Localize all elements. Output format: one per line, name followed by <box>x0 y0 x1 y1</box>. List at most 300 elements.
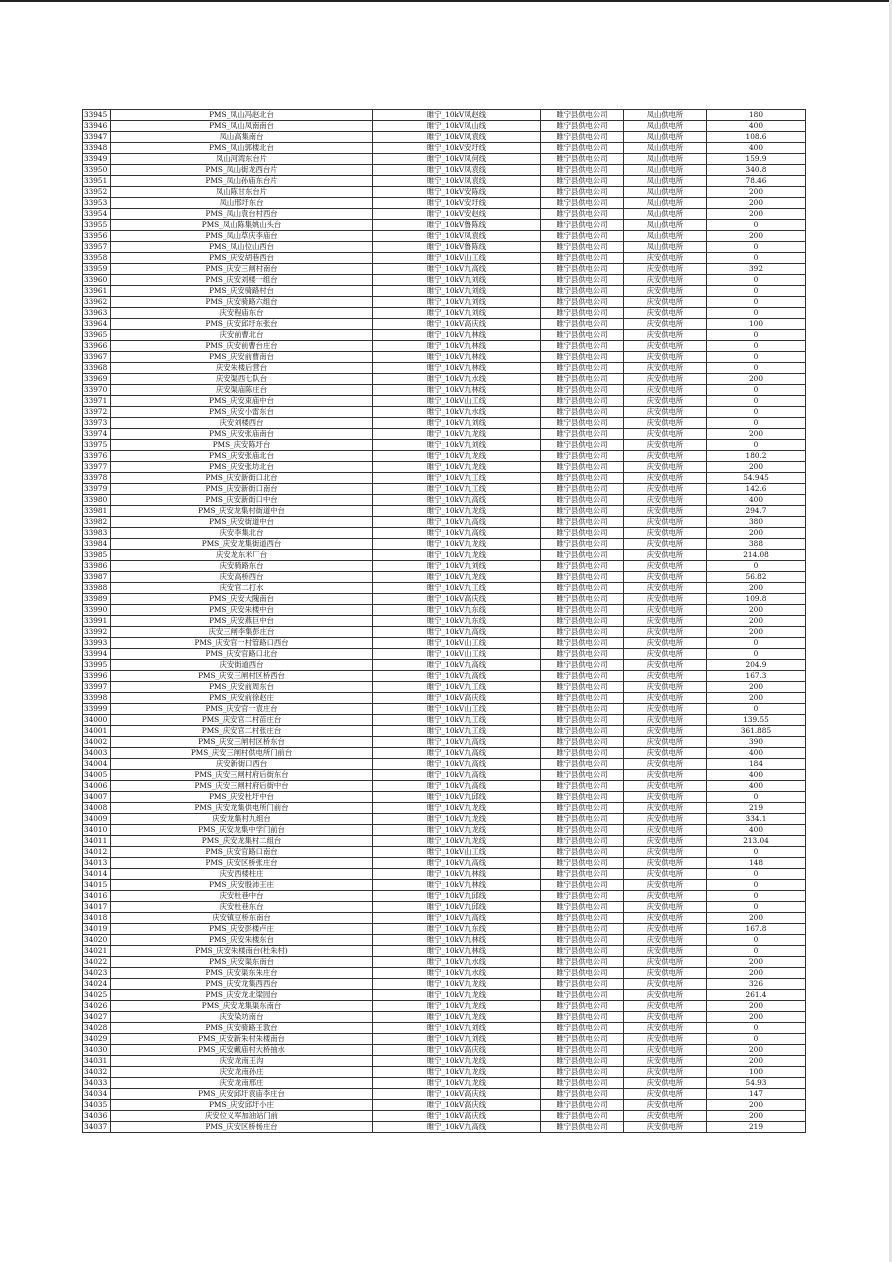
capacity-value-cell: 54.945 <box>707 473 806 484</box>
company-name-cell: 睢宁县供电公司 <box>541 440 624 451</box>
row-id-cell: 33974 <box>83 429 111 440</box>
station-name-cell: 庆安供电所 <box>624 847 707 858</box>
transformer-name-cell: PMS_庆安三闸村府后街中台 <box>111 781 373 792</box>
row-id-cell: 33981 <box>83 506 111 517</box>
table-row <box>83 352 806 363</box>
station-name-cell: 庆安供电所 <box>624 759 707 770</box>
capacity-value-cell: 400 <box>707 770 806 781</box>
capacity-value-cell: 200 <box>707 616 806 627</box>
row-id-cell: 33984 <box>83 539 111 550</box>
feeder-line-cell: 睢宁_10kV九龙线 <box>373 1067 541 1078</box>
table-row <box>83 1089 806 1100</box>
table-row <box>83 341 806 352</box>
company-name-cell: 睢宁县供电公司 <box>541 176 624 187</box>
transformer-name-cell: PMS_凤山草庆李庙台 <box>111 231 373 242</box>
feeder-line-cell: 睢宁_10kV九高线 <box>373 858 541 869</box>
capacity-value-cell: 200 <box>707 1100 806 1111</box>
table-row <box>83 902 806 913</box>
company-name-cell: 睢宁县供电公司 <box>541 968 624 979</box>
feeder-line-cell: 睢宁_10kV九龙线 <box>373 462 541 473</box>
row-id-cell: 33946 <box>83 121 111 132</box>
transformer-name-cell: 庆安龙南邢庄 <box>111 1078 373 1089</box>
table-row <box>83 1034 806 1045</box>
table-row <box>83 704 806 715</box>
feeder-line-cell: 睢宁_10kV九龙线 <box>373 979 541 990</box>
table-row <box>83 803 806 814</box>
station-name-cell: 庆安供电所 <box>624 968 707 979</box>
transformer-name-cell: 庆安前曹北台 <box>111 330 373 341</box>
feeder-line-cell: 睢宁_10kV九水线 <box>373 407 541 418</box>
station-name-cell: 庆安供电所 <box>624 605 707 616</box>
station-name-cell: 庆安供电所 <box>624 726 707 737</box>
capacity-value-cell: 180 <box>707 110 806 121</box>
company-name-cell: 睢宁县供电公司 <box>541 1078 624 1089</box>
station-name-cell: 庆安供电所 <box>624 660 707 671</box>
station-name-cell: 庆安供电所 <box>624 462 707 473</box>
company-name-cell: 睢宁县供电公司 <box>541 836 624 847</box>
capacity-value-cell: 0 <box>707 330 806 341</box>
capacity-value-cell: 0 <box>707 638 806 649</box>
row-id-cell: 33955 <box>83 220 111 231</box>
capacity-value-cell: 0 <box>707 286 806 297</box>
row-id-cell: 33976 <box>83 451 111 462</box>
station-name-cell: 庆安供电所 <box>624 286 707 297</box>
table-row <box>83 198 806 209</box>
station-name-cell: 庆安供电所 <box>624 1067 707 1078</box>
station-name-cell: 凤山供电所 <box>624 187 707 198</box>
row-id-cell: 33975 <box>83 440 111 451</box>
row-id-cell: 33949 <box>83 154 111 165</box>
company-name-cell: 睢宁县供电公司 <box>541 1034 624 1045</box>
transformer-name-cell: PMS_庆安骑路六组台 <box>111 297 373 308</box>
feeder-line-cell: 睢宁_10kV九龙线 <box>373 803 541 814</box>
capacity-value-cell: 200 <box>707 682 806 693</box>
row-id-cell: 34023 <box>83 968 111 979</box>
transformer-name-cell: PMS_庆安邱圩小庄 <box>111 1100 373 1111</box>
station-name-cell: 庆安供电所 <box>624 825 707 836</box>
company-name-cell: 睢宁县供电公司 <box>541 616 624 627</box>
transformer-name-cell: 庆安龙南王沟 <box>111 1056 373 1067</box>
row-id-cell: 34006 <box>83 781 111 792</box>
transformer-name-cell: PMS_凤山袁台村西台 <box>111 209 373 220</box>
company-name-cell: 睢宁县供电公司 <box>541 385 624 396</box>
company-name-cell: 睢宁县供电公司 <box>541 638 624 649</box>
transformer-name-cell: PMS_庆安新街口北台 <box>111 473 373 484</box>
transformer-name-cell: PMS_庆安龙北梁园台 <box>111 990 373 1001</box>
company-name-cell: 睢宁县供电公司 <box>541 979 624 990</box>
table-row <box>83 1100 806 1111</box>
station-name-cell: 庆安供电所 <box>624 979 707 990</box>
feeder-line-cell: 睢宁_10kV九龙线 <box>373 836 541 847</box>
row-id-cell: 34009 <box>83 814 111 825</box>
capacity-value-cell: 326 <box>707 979 806 990</box>
company-name-cell: 睢宁县供电公司 <box>541 715 624 726</box>
feeder-line-cell: 睢宁_10kV九龙线 <box>373 429 541 440</box>
station-name-cell: 庆安供电所 <box>624 693 707 704</box>
company-name-cell: 睢宁县供电公司 <box>541 847 624 858</box>
station-name-cell: 庆安供电所 <box>624 517 707 528</box>
capacity-value-cell: 0 <box>707 847 806 858</box>
row-id-cell: 34002 <box>83 737 111 748</box>
company-name-cell: 睢宁县供电公司 <box>541 990 624 1001</box>
transformer-name-cell: 庆安杜巷中台 <box>111 891 373 902</box>
table-row <box>83 484 806 495</box>
company-name-cell: 睢宁县供电公司 <box>541 275 624 286</box>
company-name-cell: 睢宁县供电公司 <box>541 814 624 825</box>
row-id-cell: 33988 <box>83 583 111 594</box>
transformer-name-cell: PMS_庆安前周东台 <box>111 682 373 693</box>
capacity-value-cell: 0 <box>707 352 806 363</box>
company-name-cell: 睢宁县供电公司 <box>541 1023 624 1034</box>
row-id-cell: 33948 <box>83 143 111 154</box>
capacity-value-cell: 380 <box>707 517 806 528</box>
transformer-name-cell: PMS_庆安张庙南台 <box>111 429 373 440</box>
capacity-value-cell: 0 <box>707 363 806 374</box>
table-row <box>83 121 806 132</box>
table-row <box>83 836 806 847</box>
table-row <box>83 693 806 704</box>
station-name-cell: 庆安供电所 <box>624 814 707 825</box>
row-id-cell: 33987 <box>83 572 111 583</box>
row-id-cell: 33957 <box>83 242 111 253</box>
capacity-value-cell: 200 <box>707 429 806 440</box>
row-id-cell: 33964 <box>83 319 111 330</box>
feeder-line-cell: 睢宁_10kV九高线 <box>373 627 541 638</box>
capacity-value-cell: 142.6 <box>707 484 806 495</box>
station-name-cell: 庆安供电所 <box>624 638 707 649</box>
table-row <box>83 583 806 594</box>
station-name-cell: 庆安供电所 <box>624 715 707 726</box>
table-row <box>83 792 806 803</box>
feeder-line-cell: 睢宁_10kV九东线 <box>373 616 541 627</box>
company-name-cell: 睢宁县供电公司 <box>541 748 624 759</box>
station-name-cell: 庆安供电所 <box>624 341 707 352</box>
row-id-cell: 33995 <box>83 660 111 671</box>
table-row <box>83 231 806 242</box>
row-id-cell: 34011 <box>83 836 111 847</box>
station-name-cell: 庆安供电所 <box>624 924 707 935</box>
station-name-cell: 庆安供电所 <box>624 429 707 440</box>
company-name-cell: 睢宁县供电公司 <box>541 649 624 660</box>
station-name-cell: 庆安供电所 <box>624 946 707 957</box>
company-name-cell: 睢宁县供电公司 <box>541 704 624 715</box>
table-row <box>83 1023 806 1034</box>
table-row <box>83 517 806 528</box>
table-row <box>83 1012 806 1023</box>
company-name-cell: 睢宁县供电公司 <box>541 528 624 539</box>
feeder-line-cell: 睢宁_10kV九林线 <box>373 385 541 396</box>
transformer-name-cell: PMS_庆安陈圩台 <box>111 440 373 451</box>
capacity-value-cell: 180.2 <box>707 451 806 462</box>
company-name-cell: 睢宁县供电公司 <box>541 693 624 704</box>
table-row <box>83 561 806 572</box>
company-name-cell: 睢宁县供电公司 <box>541 660 624 671</box>
capacity-value-cell: 200 <box>707 1045 806 1056</box>
station-name-cell: 庆安供电所 <box>624 297 707 308</box>
capacity-value-cell: 340.8 <box>707 165 806 176</box>
capacity-value-cell: 56.82 <box>707 572 806 583</box>
company-name-cell: 睢宁县供电公司 <box>541 462 624 473</box>
station-name-cell: 凤山供电所 <box>624 132 707 143</box>
table-row <box>83 737 806 748</box>
row-id-cell: 33980 <box>83 495 111 506</box>
data-table <box>82 109 806 1133</box>
station-name-cell: 庆安供电所 <box>624 858 707 869</box>
transformer-name-cell: PMS_庆安朱楼南台(杜朱村) <box>111 946 373 957</box>
feeder-line-cell: 睢宁_10kV鲁陈线 <box>373 242 541 253</box>
capacity-value-cell: 0 <box>707 561 806 572</box>
feeder-line-cell: 睢宁_10kV凤袁线 <box>373 132 541 143</box>
row-id-cell: 33951 <box>83 176 111 187</box>
capacity-value-cell: 214.08 <box>707 550 806 561</box>
transformer-name-cell: PMS_庆安官二村张庄台 <box>111 726 373 737</box>
feeder-line-cell: 睢宁_10kV九林线 <box>373 363 541 374</box>
feeder-line-cell: 睢宁_10kV九刘线 <box>373 1023 541 1034</box>
station-name-cell: 庆安供电所 <box>624 1012 707 1023</box>
transformer-name-cell: 庆安程庙东台 <box>111 308 373 319</box>
feeder-line-cell: 睢宁_10kV九龙线 <box>373 814 541 825</box>
table-body <box>83 110 806 1133</box>
station-name-cell: 庆安供电所 <box>624 275 707 286</box>
row-id-cell: 33998 <box>83 693 111 704</box>
company-name-cell: 睢宁县供电公司 <box>541 319 624 330</box>
transformer-name-cell: PMS_凤山陈集姚山头台 <box>111 220 373 231</box>
station-name-cell: 庆安供电所 <box>624 319 707 330</box>
transformer-name-cell: PMS_庆安束庙中台 <box>111 396 373 407</box>
company-name-cell: 睢宁县供电公司 <box>541 495 624 506</box>
row-id-cell: 34017 <box>83 902 111 913</box>
feeder-line-cell: 睢宁_10kV九林线 <box>373 330 541 341</box>
station-name-cell: 庆安供电所 <box>624 506 707 517</box>
table-row <box>83 759 806 770</box>
station-name-cell: 庆安供电所 <box>624 935 707 946</box>
capacity-value-cell: 0 <box>707 242 806 253</box>
transformer-name-cell: PMS_庆安官二村苗庄台 <box>111 715 373 726</box>
station-name-cell: 庆安供电所 <box>624 1045 707 1056</box>
company-name-cell: 睢宁县供电公司 <box>541 341 624 352</box>
row-id-cell: 34005 <box>83 770 111 781</box>
table-row <box>83 132 806 143</box>
table-row <box>83 429 806 440</box>
table-row <box>83 616 806 627</box>
transformer-name-cell: PMS_庆安渠东南台 <box>111 957 373 968</box>
feeder-line-cell: 睢宁_10kV安赵线 <box>373 209 541 220</box>
station-name-cell: 庆安供电所 <box>624 902 707 913</box>
table-row <box>83 385 806 396</box>
table-row <box>83 869 806 880</box>
capacity-value-cell: 200 <box>707 1001 806 1012</box>
table-row <box>83 649 806 660</box>
feeder-line-cell: 睢宁_10kV九高线 <box>373 517 541 528</box>
station-name-cell: 庆安供电所 <box>624 880 707 891</box>
row-id-cell: 33972 <box>83 407 111 418</box>
row-id-cell: 33994 <box>83 649 111 660</box>
capacity-value-cell: 139.55 <box>707 715 806 726</box>
company-name-cell: 睢宁县供电公司 <box>541 297 624 308</box>
station-name-cell: 庆安供电所 <box>624 440 707 451</box>
row-id-cell: 33962 <box>83 297 111 308</box>
feeder-line-cell: 睢宁_10kV凤何线 <box>373 154 541 165</box>
table-row <box>83 825 806 836</box>
company-name-cell: 睢宁县供电公司 <box>541 858 624 869</box>
table-row <box>83 528 806 539</box>
station-name-cell: 凤山供电所 <box>624 198 707 209</box>
row-id-cell: 33961 <box>83 286 111 297</box>
company-name-cell: 睢宁县供电公司 <box>541 1056 624 1067</box>
station-name-cell: 庆安供电所 <box>624 583 707 594</box>
capacity-value-cell: 204.9 <box>707 660 806 671</box>
transformer-name-cell: 凤山陈甘东台片 <box>111 187 373 198</box>
transformer-name-cell: PMS_庆安三闸村区桥东台 <box>111 737 373 748</box>
row-id-cell: 34013 <box>83 858 111 869</box>
row-id-cell: 34024 <box>83 979 111 990</box>
transformer-name-cell: 凤山河湾东台片 <box>111 154 373 165</box>
feeder-line-cell: 睢宁_10kV鲁陈线 <box>373 220 541 231</box>
transformer-name-cell: 凤山高集南台 <box>111 132 373 143</box>
capacity-value-cell: 400 <box>707 781 806 792</box>
row-id-cell: 34015 <box>83 880 111 891</box>
station-name-cell: 庆安供电所 <box>624 407 707 418</box>
table-row <box>83 506 806 517</box>
row-id-cell: 34030 <box>83 1045 111 1056</box>
transformer-name-cell: PMS_庆安官一袁庄台 <box>111 704 373 715</box>
station-name-cell: 庆安供电所 <box>624 737 707 748</box>
table-row <box>83 935 806 946</box>
station-name-cell: 凤山供电所 <box>624 209 707 220</box>
row-id-cell: 33965 <box>83 330 111 341</box>
table-row <box>83 594 806 605</box>
transformer-name-cell: 庆安三闸李集彭庄台 <box>111 627 373 638</box>
feeder-line-cell: 睢宁_10kV九林线 <box>373 935 541 946</box>
transformer-name-cell: 庆安位义军加油站门前 <box>111 1111 373 1122</box>
capacity-value-cell: 400 <box>707 121 806 132</box>
company-name-cell: 睢宁县供电公司 <box>541 154 624 165</box>
company-name-cell: 睢宁县供电公司 <box>541 682 624 693</box>
transformer-name-cell: PMS_庆安龙集村街道中台 <box>111 506 373 517</box>
transformer-name-cell: PMS_庆安官路口南台 <box>111 847 373 858</box>
row-id-cell: 34018 <box>83 913 111 924</box>
row-id-cell: 34003 <box>83 748 111 759</box>
station-name-cell: 庆安供电所 <box>624 561 707 572</box>
capacity-value-cell: 0 <box>707 946 806 957</box>
capacity-value-cell: 148 <box>707 858 806 869</box>
transformer-name-cell: PMS_庆安大隗南台 <box>111 594 373 605</box>
transformer-name-cell: 庆安龙南孙庄 <box>111 1067 373 1078</box>
company-name-cell: 睢宁县供电公司 <box>541 935 624 946</box>
transformer-name-cell: PMS_庆安官一村管路口西台 <box>111 638 373 649</box>
company-name-cell: 睢宁县供电公司 <box>541 913 624 924</box>
transformer-name-cell: 庆安刘楼西台 <box>111 418 373 429</box>
feeder-line-cell: 睢宁_10kV九刘线 <box>373 561 541 572</box>
station-name-cell: 庆安供电所 <box>624 330 707 341</box>
feeder-line-cell: 睢宁_10kV高庆线 <box>373 594 541 605</box>
row-id-cell: 34029 <box>83 1034 111 1045</box>
row-id-cell: 34025 <box>83 990 111 1001</box>
station-name-cell: 庆安供电所 <box>624 748 707 759</box>
company-name-cell: 睢宁县供电公司 <box>541 869 624 880</box>
station-name-cell: 庆安供电所 <box>624 957 707 968</box>
table-row <box>83 550 806 561</box>
transformer-name-cell: PMS_庆安朱楼东台 <box>111 935 373 946</box>
station-name-cell: 庆安供电所 <box>624 594 707 605</box>
capacity-value-cell: 200 <box>707 374 806 385</box>
feeder-line-cell: 睢宁_10kV九龙线 <box>373 1012 541 1023</box>
feeder-line-cell: 睢宁_10kV九高线 <box>373 781 541 792</box>
station-name-cell: 庆安供电所 <box>624 649 707 660</box>
table-row <box>83 253 806 264</box>
station-name-cell: 庆安供电所 <box>624 484 707 495</box>
transformer-name-cell: 庆安新街口西台 <box>111 759 373 770</box>
feeder-line-cell: 睢宁_10kV高庆线 <box>373 1111 541 1122</box>
capacity-value-cell: 109.8 <box>707 594 806 605</box>
transformer-name-cell: 庆安镇豆桥东南台 <box>111 913 373 924</box>
capacity-value-cell: 200 <box>707 209 806 220</box>
transformer-name-cell: 庆安骑路东台 <box>111 561 373 572</box>
feeder-line-cell: 睢宁_10kV九龙线 <box>373 506 541 517</box>
capacity-value-cell: 200 <box>707 627 806 638</box>
company-name-cell: 睢宁县供电公司 <box>541 627 624 638</box>
row-id-cell: 34010 <box>83 825 111 836</box>
capacity-value-cell: 167.8 <box>707 924 806 935</box>
company-name-cell: 睢宁县供电公司 <box>541 374 624 385</box>
row-id-cell: 34035 <box>83 1100 111 1111</box>
transformer-name-cell: 庆安渠西七队台 <box>111 374 373 385</box>
table-row <box>83 143 806 154</box>
station-name-cell: 庆安供电所 <box>624 770 707 781</box>
transformer-name-cell: PMS_庆安龙集西西台 <box>111 979 373 990</box>
capacity-value-cell: 200 <box>707 528 806 539</box>
table-row <box>83 462 806 473</box>
capacity-value-cell: 200 <box>707 1111 806 1122</box>
row-id-cell: 33982 <box>83 517 111 528</box>
capacity-value-cell: 0 <box>707 891 806 902</box>
table-row <box>83 154 806 165</box>
company-name-cell: 睢宁县供电公司 <box>541 407 624 418</box>
company-name-cell: 睢宁县供电公司 <box>541 253 624 264</box>
table-row <box>83 242 806 253</box>
company-name-cell: 睢宁县供电公司 <box>541 1012 624 1023</box>
feeder-line-cell: 睢宁_10kV九高线 <box>373 528 541 539</box>
transformer-name-cell: PMS_庆安邱圩袁庙李庄台 <box>111 1089 373 1100</box>
feeder-line-cell: 睢宁_10kV凤袁线 <box>373 165 541 176</box>
row-id-cell: 34028 <box>83 1023 111 1034</box>
row-id-cell: 33990 <box>83 605 111 616</box>
transformer-name-cell: 庆安街道西台 <box>111 660 373 671</box>
feeder-line-cell: 睢宁_10kV九水线 <box>373 968 541 979</box>
transformer-name-cell: PMS_庆安骑路王敦台 <box>111 1023 373 1034</box>
row-id-cell: 33999 <box>83 704 111 715</box>
table-row <box>83 572 806 583</box>
feeder-line-cell: 睢宁_10kV高庆线 <box>373 1089 541 1100</box>
transformer-name-cell: PMS_庆安张庙北台 <box>111 451 373 462</box>
capacity-value-cell: 0 <box>707 704 806 715</box>
feeder-line-cell: 睢宁_10kV九林线 <box>373 880 541 891</box>
row-id-cell: 34016 <box>83 891 111 902</box>
capacity-value-cell: 0 <box>707 440 806 451</box>
transformer-name-cell: 庆安高桥西台 <box>111 572 373 583</box>
table-row <box>83 220 806 231</box>
feeder-line-cell: 睢宁_10kV高庆线 <box>373 1045 541 1056</box>
transformer-name-cell: PMS_凤山冯赵北台 <box>111 110 373 121</box>
feeder-line-cell: 睢宁_10kV山工线 <box>373 847 541 858</box>
transformer-name-cell: PMS_庆安燕巨中台 <box>111 616 373 627</box>
feeder-line-cell: 睢宁_10kV九林线 <box>373 869 541 880</box>
transformer-name-cell: PMS_庆安龙集供电所门前台 <box>111 803 373 814</box>
station-name-cell: 庆安供电所 <box>624 671 707 682</box>
station-name-cell: 庆安供电所 <box>624 1089 707 1100</box>
row-id-cell: 33947 <box>83 132 111 143</box>
capacity-value-cell: 200 <box>707 693 806 704</box>
